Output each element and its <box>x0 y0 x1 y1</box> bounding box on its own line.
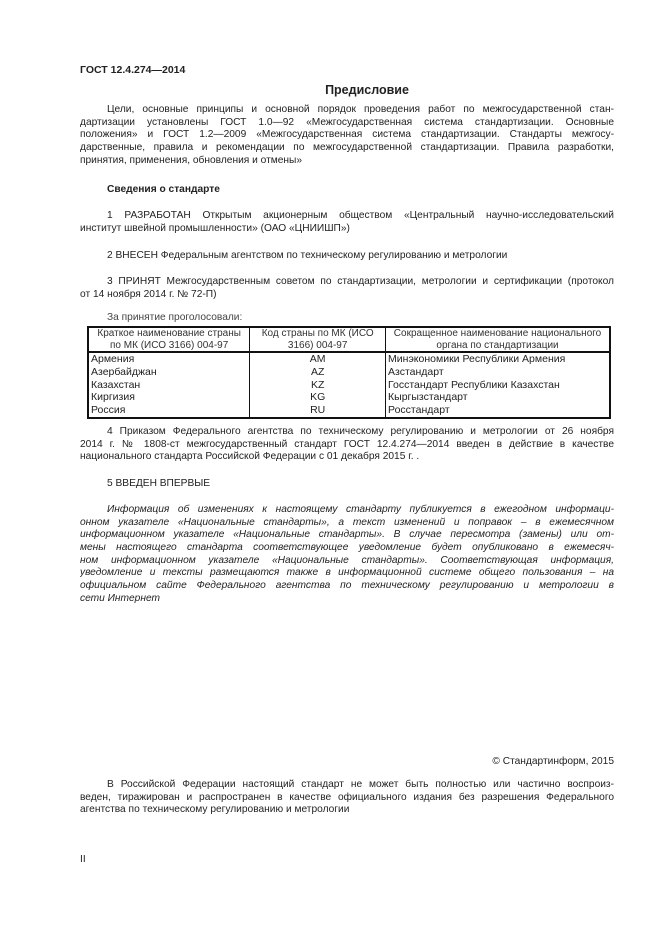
voting-table <box>87 326 611 419</box>
table-cell: AM <box>250 352 386 366</box>
item-1 <box>80 210 614 235</box>
table-row <box>88 366 610 379</box>
text-line: уведомление и тексты размещаются также в информационной системе общего пользования – на <box>80 567 614 579</box>
table-row <box>88 352 610 366</box>
text-line: дартизации установлены ГОСТ 1.0—92 «Межгосударственная система стандартизации. Основные <box>80 116 614 128</box>
table-cell: Армения <box>88 352 250 366</box>
text-line: официальном сайте Федерального агентства по техническому регулированию и метрологии в <box>80 580 614 592</box>
text-line: положения» и ГОСТ 1.2—2009 «Межгосударственная система стандартизации. Стандарты межгосу- <box>80 129 614 141</box>
table-cell: Азстандарт <box>386 366 610 379</box>
column-header: Сокращенное наименование национального органа по стандартизации <box>386 327 610 352</box>
text-line: институт швейной промышленности» (ОАО «ЦНИИШП») <box>80 222 350 234</box>
copyright: © Стандартинформ, 2015 <box>492 756 614 767</box>
text-line: 2014 г. № 1808-ст межгосударственный стандарт ГОСТ 12.4.274—2014 введен в действие в качестве <box>80 438 614 450</box>
table-cell: KG <box>250 391 386 404</box>
text-line: агентства по техническому регулированию и метрологии <box>80 804 350 816</box>
text-line: информационном указателе «Национальные стандарты». В случае пересмотра (замены) или от- <box>80 529 614 541</box>
item-4 <box>80 426 614 464</box>
section-title: Сведения о стандарте <box>107 184 220 195</box>
text-line: Цели, основные принципы и основной порядок проведения работ по межгосударственной стан- <box>107 104 614 115</box>
table-row <box>88 379 610 392</box>
text-line: дарственные, правила и рекомендации по межгосударственной стандартизации. Правила разработки, <box>80 142 614 154</box>
text-line: В Российской Федерации настоящий стандарт не может быть полностью или частично воспроиз- <box>107 779 614 790</box>
table-cell: KZ <box>250 379 386 392</box>
table-cell: Азербайджан <box>88 366 250 379</box>
table-cell: Россия <box>88 404 250 418</box>
info-paragraph <box>80 504 614 606</box>
text-line: Информация об изменениях к настоящему стандарту публикуется в ежегодном информаци- <box>107 504 614 515</box>
table-cell: Казахстан <box>88 379 250 392</box>
table-caption: За принятие проголосовали: <box>107 312 243 323</box>
text-line: сети Интернет <box>80 592 160 604</box>
column-header: Краткое наименование страны по МК (ИСО 3166) 004-97 <box>88 327 250 352</box>
text-line: ном информационном указателе «Национальные стандарты». Соответствующая информация, <box>80 554 614 566</box>
text-line: 1 РАЗРАБОТАН Открытым акционерным обществом «Центральный научно-исследовательский <box>107 210 614 221</box>
text-line: принятия, применения, обновления и отмены» <box>80 154 303 166</box>
item-5: 5 ВВЕДЕН ВПЕРВЫЕ <box>107 478 211 489</box>
text-line: 4 Приказом Федерального агентства по техническому регулированию и метрологии от 26 ноября <box>107 426 614 437</box>
table-row <box>88 404 610 418</box>
table-cell: Росстандарт <box>386 404 610 418</box>
table-row <box>88 391 610 404</box>
text-line: мены настоящего стандарта соответствующее уведомление будет опубликовано в ежемесяч- <box>80 542 614 554</box>
item-3 <box>80 276 614 301</box>
table-cell: Киргизия <box>88 391 250 404</box>
table-cell: AZ <box>250 366 386 379</box>
page-title: Предисловие <box>325 83 409 97</box>
text-line: от 14 ноября 2014 г. № 72-П) <box>80 288 217 300</box>
table-cell: Минэкономики Республики Армения <box>386 352 610 366</box>
notice-paragraph <box>80 779 614 817</box>
table-cell: Кыргызстандарт <box>386 391 610 404</box>
table-cell: Госстандарт Республики Казахстан <box>386 379 610 392</box>
intro-paragraph <box>80 104 614 167</box>
text-line: веден, тиражирован и распространен в качестве официального издания без разрешения Федерального <box>80 791 614 803</box>
page-number: II <box>80 854 86 865</box>
item-2: 2 ВНЕСЕН Федеральным агентством по техническому регулированию и метрологии <box>107 250 508 261</box>
document-header: ГОСТ 12.4.274—2014 <box>80 64 186 76</box>
text-line: онном указателе «Национальные стандарты», а текст изменений и поправок – в ежемесячном <box>80 516 614 528</box>
text-line: национального стандарта Российской Федерации с 01 декабря 2015 г. . <box>80 451 420 463</box>
text-line: 3 ПРИНЯТ Межгосударственным советом по стандартизации, метрологии и сертификации (протокол <box>107 276 614 287</box>
table-cell: RU <box>250 404 386 418</box>
column-header: Код страны по МК (ИСО 3166) 004-97 <box>250 327 386 352</box>
